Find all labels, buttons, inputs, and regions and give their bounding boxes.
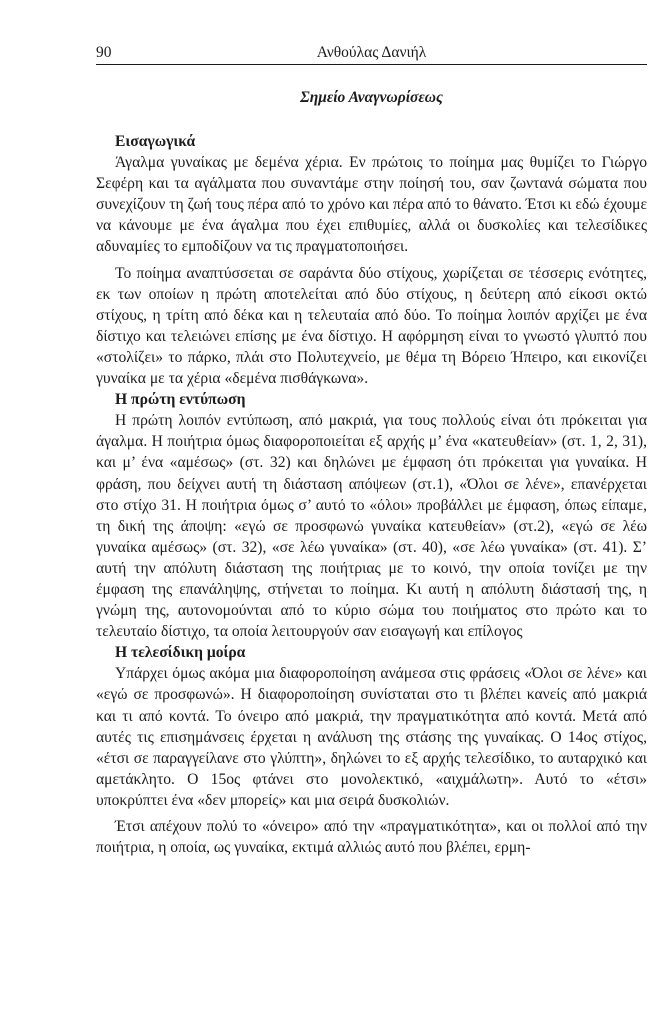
chapter-title: Σημείο Αναγνωρίσεως xyxy=(300,89,443,106)
running-header-author: Ανθούλας Δανιήλ xyxy=(316,44,427,61)
paragraph: Η πρώτη λοιπόν εντύπωση, από μακριά, για τους πολλούς είναι ότι πρόκειται για άγαλμα. Η ποιήτρια όμως διαφοροποιείται εξ αρχής μ’ ένα «κατευθείαν» (στ. 1, 2, 31), και μ’ ένα «αμέσως» (στ. 32) και δηλώνει με έμφαση ότι πρόκειται για γυναίκα. Η φράση, που δείχνει αυτή τη διάσταση απόψεων (στ.1), «Όλοι σε λένε», επανέρχεται στο στίχο 31. Η ποιήτρια όμως σ’ αυτό το «όλοι» προβάλλει με έμφαση, όπως είπαμε, τη δική της άποψη: «εγώ σε προσφωνώ γυναίκα κατευθείαν» (στ.2), «εγώ σε λέω γυναίκα αμέσως» (στ. 32), «σε λέω γυναίκα» (στ. 40), «σε λέω γυναίκα» (στ. 41). Σ’ αυτή την απόλυτη διάσταση της ποιήτριας με το κοινό, την οποία τονίζει με την έμφαση της επανάληψης, στήνεται το ποίημα. Κι αυτή η απόλυτη διάστασή της, η γνώμη της, αυτονομούνται από το κύριο σώμα του ποιήματος στο πρώτο και το τελευταίο δίστιχο, τα οποία λειτουργούν σαν εισαγωγή και επίλογος xyxy=(96,412,647,641)
paragraph: Έτσι απέχουν πολύ το «όνειρο» από την «πραγματικότητα», και οι πολλοί από την ποιήτρια, η οποία, ως γυναίκα, εκτιμά αλλιώς αυτό που βλέπει, ερμη- xyxy=(96,818,647,857)
section-heading-first-impression: Η πρώτη εντύπωση xyxy=(115,391,246,409)
paragraph: Άγαλμα γυναίκας με δεμένα χέρια. Εν πρώτοις το ποίημα μας θυμίζει το Γιώργο Σεφέρη και τα αγάλματα που συναντάμε στην ποίησή του, σαν ζωντανά σώματα που συνεχίζουν τη ζωή τους πέρα από το χρόνο και πέρα από το θάνατο. Έτσι κι εδώ έχουμε να κάνουμε με ένα άγαλμα που έχει επιθυμίες, αλλά οι δυσκολίες και τελεσίδικες αδυναμίες το εμποδίζουν να τις πραγματοποιήσει. xyxy=(96,154,647,256)
section-heading-introduction: Εισαγωγικά xyxy=(115,133,196,150)
paragraph: Το ποίημα αναπτύσσεται σε σαράντα δύο στίχους, χωρίζεται σε τέσσερις ενότητες, εκ των οποίων η πρώτη αποτελείται από δύο στίχους, η δεύτερη από είκοσι οκτώ στίχους, η τρίτη από δέκα και η τελευταία από δύο. Το ποίημα λοιπόν αρχίζει με ένα δίστιχο και τελειώνει επίσης με ένα δίστιχο. Η αφόρμηση είναι το γνωστό γλυπτό που «στολίζει» το πάρκο, πλάι στο Πολυτεχνείο, με θέμα τη Βόρειο Ήπειρο, και εικονίζει γυναίκα με τα χέρια «δεμένα πισθάγκωνα». xyxy=(96,264,647,388)
page-number: 90 xyxy=(96,44,112,61)
body-text xyxy=(96,131,647,858)
running-header xyxy=(96,44,647,65)
section-heading-final-fate: Η τελεσίδικη μοίρα xyxy=(115,644,246,662)
paragraph: Υπάρχει όμως ακόμα μια διαφοροποίηση ανάμεσα στις φράσεις «Όλοι σε λένε» και «εγώ σε προσφωνώ». Η διαφοροποίηση συνίσταται στο τι βλέπει κανείς από μακριά και τι από κοντά. Το όνειρο από μακριά, την πραγματικότητα από κοντά. Μετά από αυτές τις επισημάνσεις έρχεται η ανάλυση της στάσης της γυναίκας. Ο 14ος στίχος, «έτσι σε παραγγείλανε στο γλύπτη», δηλώνει το εξ αρχής τελεσίδικο, το αυταρχικό και αμετάκλητο. Ο 15ος φτάνει στο μονολεκτικό, «αιχμάλωτη». Αυτό το «έτσι» υποκρύπτει ένα «δεν μπορείς» και μια σειρά δυσκολιών. xyxy=(96,665,647,809)
